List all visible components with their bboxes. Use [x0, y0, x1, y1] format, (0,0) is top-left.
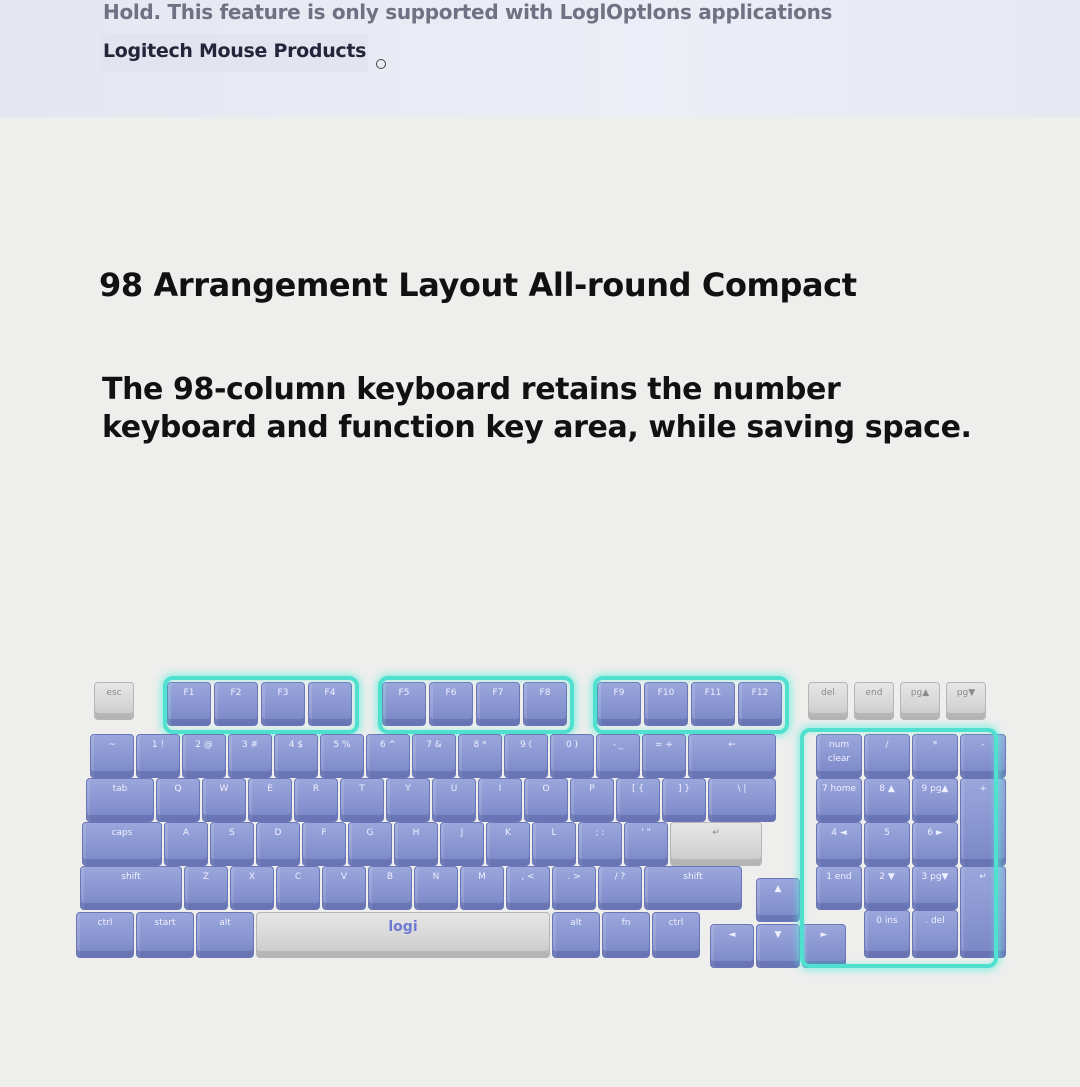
keycap-label: E	[267, 784, 273, 794]
keycap	[624, 822, 668, 866]
page-subtitle: The 98-column keyboard retains the number keyboard and function key area, while saving space.	[102, 372, 972, 445]
keyboard-image	[60, 660, 1030, 980]
keycap-label: *	[932, 740, 938, 750]
keycap-label: F	[321, 828, 327, 838]
keycap-label: X	[248, 872, 256, 882]
keycap	[504, 734, 548, 778]
keycap	[912, 734, 958, 778]
keycap	[184, 866, 228, 910]
keycap-label: Y	[405, 784, 411, 794]
circle-icon	[376, 59, 386, 69]
keycap	[864, 778, 910, 822]
keycap-label: [ {	[631, 784, 645, 794]
keycap-label: F6	[445, 688, 457, 698]
keycap-label: 3 #	[241, 740, 259, 750]
keycap	[308, 682, 352, 726]
keycap	[864, 910, 910, 958]
keycap	[340, 778, 384, 822]
keycap-label: end	[865, 688, 883, 698]
keycap-label: T	[359, 784, 365, 794]
keycap	[662, 778, 706, 822]
keycap	[597, 682, 641, 726]
keycap	[136, 912, 194, 958]
keycap	[136, 734, 180, 778]
keycap	[912, 866, 958, 910]
keycap	[616, 778, 660, 822]
keycap	[946, 682, 986, 720]
keycap	[276, 866, 320, 910]
keycap-label: F5	[398, 688, 410, 698]
keycap	[82, 822, 162, 866]
keycap	[864, 866, 910, 910]
keycap-label: 2 @	[195, 740, 213, 750]
keycap	[302, 822, 346, 866]
keycap	[256, 822, 300, 866]
keycap-label: F7	[492, 688, 504, 698]
keycap	[248, 778, 292, 822]
keycap	[550, 734, 594, 778]
keycap	[486, 822, 530, 866]
keycap-label: R	[312, 784, 320, 794]
keycap	[912, 778, 958, 822]
keycap	[414, 866, 458, 910]
keycap	[432, 778, 476, 822]
keycap-label: K	[505, 828, 511, 838]
keycap	[348, 822, 392, 866]
keycap	[570, 778, 614, 822]
keycap-label: esc	[106, 688, 122, 698]
keycap	[670, 822, 762, 866]
keycap-label: P	[589, 784, 595, 794]
keycap-label: +	[979, 784, 987, 794]
keycap	[691, 682, 735, 726]
keycap-label: D	[274, 828, 282, 838]
keycap	[802, 924, 846, 968]
keycap-label: 7 home	[821, 784, 857, 794]
keycap	[756, 878, 800, 922]
keycap	[816, 778, 862, 822]
keycap-label: O	[542, 784, 550, 794]
keycap	[642, 734, 686, 778]
keycap-label: start	[154, 918, 176, 928]
keycap-label: ►	[820, 930, 828, 940]
keycap-label: N	[432, 872, 440, 882]
keycap	[596, 734, 640, 778]
keycap	[368, 866, 412, 910]
keycap	[864, 822, 910, 866]
keycap-label: 9 (	[519, 740, 533, 750]
keycap-label: W	[219, 784, 229, 794]
keycap	[214, 682, 258, 726]
keycap	[912, 822, 958, 866]
keycap	[652, 912, 700, 958]
page-title: 98 Arrangement Layout All-round Compact	[99, 266, 857, 304]
banner-text-line2: Logitech Mouse Products	[100, 34, 368, 72]
keycap-label: fn	[621, 918, 631, 928]
keycap	[80, 866, 182, 910]
keycap	[900, 682, 940, 720]
keycap	[294, 778, 338, 822]
keycap-label: del	[821, 688, 835, 698]
keycap-label: 6 ^	[379, 740, 397, 750]
keycap	[458, 734, 502, 778]
keycap-label: M	[478, 872, 486, 882]
keycap	[506, 866, 550, 910]
keycap-label: tab	[112, 784, 128, 794]
keycap	[523, 682, 567, 726]
keycap-label: ] }	[677, 784, 691, 794]
keycap	[156, 778, 200, 822]
keycap	[756, 924, 800, 968]
keycap-label: J	[460, 828, 464, 838]
keycap	[366, 734, 410, 778]
keycap-label: = +	[655, 740, 673, 750]
keycap	[90, 734, 134, 778]
keycap	[478, 778, 522, 822]
keycap-label: Q	[174, 784, 182, 794]
keycap-label: C	[294, 872, 302, 882]
keycap	[196, 912, 254, 958]
keycap	[816, 866, 862, 910]
keycap-label: alt	[219, 918, 231, 928]
keycap	[476, 682, 520, 726]
keycap	[738, 682, 782, 726]
banner-text-line1: Hold. This feature is only supported with LoglOptlons applications	[103, 0, 833, 24]
keycap	[808, 682, 848, 720]
keycap-label: 8 ▲	[879, 784, 895, 794]
keycap-label: 5 %	[333, 740, 351, 750]
keycap-label: -	[981, 740, 985, 750]
keycap-label: Z	[202, 872, 210, 882]
keycap-label: ctrl	[668, 918, 684, 928]
keycap-label: F3	[277, 688, 289, 698]
keycap-label: F8	[539, 688, 551, 698]
keycap	[602, 912, 650, 958]
keycap-label: F2	[230, 688, 242, 698]
keycap-label: 0 ins	[876, 916, 898, 926]
keycap-label: 5	[884, 828, 890, 838]
keycap-label: 3 pg▼	[921, 872, 949, 882]
keycap	[76, 912, 134, 958]
keycap	[228, 734, 272, 778]
keycap	[394, 822, 438, 866]
keycap-label: A	[182, 828, 190, 838]
keycap-label: /	[885, 740, 889, 750]
keycap-label: 1 end	[826, 872, 852, 882]
top-banner	[0, 0, 1080, 117]
keycap	[578, 822, 622, 866]
keycap-label: - _	[612, 740, 624, 750]
keycap	[854, 682, 894, 720]
keycap	[524, 778, 568, 822]
keycap	[202, 778, 246, 822]
keycap	[460, 866, 504, 910]
keycap-label: S	[229, 828, 235, 838]
keycap-label: alt	[570, 918, 582, 928]
keycap-label: shift	[683, 872, 703, 882]
keycap-label: V	[340, 872, 348, 882]
keycap	[440, 822, 484, 866]
keycap	[710, 924, 754, 968]
keycap-label: pg▲	[910, 688, 930, 698]
keycap	[274, 734, 318, 778]
keycap-label: F10	[657, 688, 675, 698]
keycap	[210, 822, 254, 866]
keycap	[261, 682, 305, 726]
keycap	[164, 822, 208, 866]
keycap-label: B	[386, 872, 394, 882]
keycap-label: 2 ▼	[879, 872, 895, 882]
keycap-label: 1 !	[151, 740, 165, 750]
keycap	[552, 866, 596, 910]
keycap	[230, 866, 274, 910]
keycap	[708, 778, 776, 822]
keycap-label: ↵	[979, 872, 987, 882]
keycap-label: ↵	[712, 828, 720, 838]
keycap-label: 6 ►	[927, 828, 943, 838]
keycap	[960, 734, 1006, 778]
keycap	[688, 734, 776, 778]
keycap	[412, 734, 456, 778]
keycap	[322, 866, 366, 910]
keycap	[382, 682, 426, 726]
keycap-label: shift	[121, 872, 141, 882]
keycap-label: ←	[728, 740, 736, 750]
keycap-label: ▼	[774, 930, 782, 940]
keycap	[429, 682, 473, 726]
keycap	[960, 778, 1006, 866]
keycap-label: , <	[521, 872, 535, 882]
keycap-label: F4	[324, 688, 336, 698]
keycap	[552, 912, 600, 958]
keycap-label: H	[412, 828, 420, 838]
keycap	[816, 822, 862, 866]
keycap-label: F11	[704, 688, 722, 698]
keycap-label: ▲	[774, 884, 782, 894]
keycap	[386, 778, 430, 822]
keycap	[598, 866, 642, 910]
keycap	[320, 734, 364, 778]
keycap-label: \ |	[737, 784, 747, 794]
keycap	[167, 682, 211, 726]
keycap	[182, 734, 226, 778]
keycap-label: ~	[108, 740, 116, 750]
keycap	[86, 778, 154, 822]
keycap	[816, 734, 862, 778]
keycap	[256, 912, 550, 958]
keycap-label: F9	[613, 688, 625, 698]
keycap	[960, 866, 1006, 958]
keycap-label: 9 pg▲	[921, 784, 949, 794]
keycap-label: I	[498, 784, 502, 794]
keycap-label: 8 *	[473, 740, 487, 750]
keycap-label: caps	[111, 828, 133, 838]
keycap-label: 4 ◄	[831, 828, 847, 838]
keycap-label: G	[366, 828, 374, 838]
keycap-label: num clear	[827, 740, 851, 764]
keycap-label: L	[551, 828, 557, 838]
keycap-label: ' "	[641, 828, 651, 838]
keycap	[912, 910, 958, 958]
keycap-label: F12	[751, 688, 769, 698]
keycap-label: logi	[388, 919, 418, 935]
keycap-label: ctrl	[97, 918, 113, 928]
keycap	[532, 822, 576, 866]
keycap	[864, 734, 910, 778]
keycap	[94, 682, 134, 720]
keycap-label: 4 $	[288, 740, 304, 750]
keycap-label: pg▼	[956, 688, 976, 698]
keycap-label: ◄	[728, 930, 736, 940]
keycap-label: / ?	[614, 872, 626, 882]
keycap-label: . >	[567, 872, 581, 882]
keycap	[644, 682, 688, 726]
keycap-label: U	[450, 784, 458, 794]
keycap	[644, 866, 742, 910]
keycap-label: ; :	[595, 828, 605, 838]
keycap-label: 0 )	[565, 740, 579, 750]
keycap-label: F1	[183, 688, 195, 698]
keycap-label: . del	[925, 916, 945, 926]
keycap-label: 7 &	[426, 740, 442, 750]
